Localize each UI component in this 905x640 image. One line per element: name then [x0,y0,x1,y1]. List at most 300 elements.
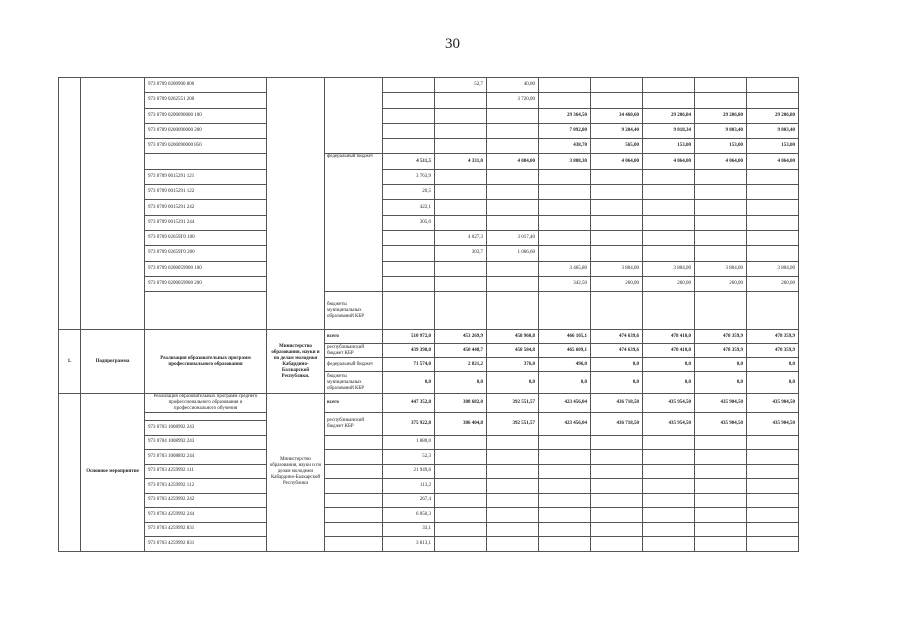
value-cell [695,215,747,230]
table-row [59,394,799,413]
value-cell [591,215,643,230]
value-cell: 113,2 [383,479,435,494]
code-cell: 973 0703 4259992 111 [145,464,267,479]
value-cell: 260,00 [591,276,643,291]
value-cell [383,230,435,245]
value-cell [695,200,747,215]
value-cell [383,93,435,108]
value-cell [435,123,487,138]
value-cell [435,169,487,184]
value-cell [539,246,591,261]
value-cell [487,261,539,276]
value-cell [539,78,591,93]
code-cell: 973 0709 0200090000 850 [145,139,267,154]
value-cell [435,215,487,230]
value-cell [487,493,539,508]
value-cell [747,435,799,450]
value-cell: 9 204,40 [591,123,643,138]
value-cell: 0,0 [435,372,487,394]
value-cell [591,292,643,330]
value-cell [435,261,487,276]
value-cell [435,139,487,154]
source-cell: всего [325,330,383,344]
value-cell: 392 551,57 [487,413,539,436]
value-cell [747,464,799,479]
value-cell [747,479,799,494]
value-cell [643,479,695,494]
value-cell [591,479,643,494]
table-row [59,292,799,330]
table-row [59,246,799,261]
table-row [59,537,799,552]
value-cell: 436 718,50 [591,394,643,413]
value-cell [643,292,695,330]
value-cell: 435 904,50 [695,394,747,413]
value-cell [643,78,695,93]
value-cell [487,537,539,552]
table-body [59,78,799,552]
value-cell [539,200,591,215]
page-number: 30 [445,36,460,52]
code-cell: 973 0709 0015291 244 [145,215,267,230]
value-cell [487,464,539,479]
value-cell: 447 352,8 [383,394,435,413]
value-cell: 0,0 [695,358,747,372]
table-row [59,154,799,169]
value-cell: 439 398,0 [383,344,435,358]
value-cell: 3 017,40 [487,230,539,245]
value-cell [643,185,695,200]
source-cell: бюджеты муниципальных образований КБР [325,292,383,330]
value-cell [695,522,747,537]
budget-table [58,77,799,552]
value-cell [591,246,643,261]
value-cell [539,169,591,184]
value-cell [643,246,695,261]
value-cell [643,493,695,508]
value-cell [383,261,435,276]
value-cell: 9 018,34 [643,123,695,138]
table-row [59,413,799,421]
value-cell: 435 904,50 [747,394,799,413]
source-cell [325,522,383,537]
source-cell [325,479,383,494]
value-cell: 34 460,60 [591,108,643,123]
value-cell: 9 803,40 [695,123,747,138]
sub-executor: Министерство образования, науки и по делам молодежи Кабардино-Балкарской Республики. [267,330,325,394]
source-cell: республиканский бюджет КБР [325,344,383,358]
value-cell [643,230,695,245]
value-cell [591,464,643,479]
value-cell [435,464,487,479]
value-cell [487,123,539,138]
value-cell [695,93,747,108]
value-cell [435,450,487,465]
table-row [59,464,799,479]
value-cell: 465 609,1 [539,344,591,358]
value-cell: 3 804,00 [591,261,643,276]
table-row [59,185,799,200]
value-cell: 33,1 [383,522,435,537]
value-cell: 0,0 [643,372,695,394]
value-cell [487,169,539,184]
value-cell: 0,0 [643,358,695,372]
value-cell: 1 880,0 [383,435,435,450]
value-cell [643,93,695,108]
value-cell: 0,0 [487,372,539,394]
value-cell [695,169,747,184]
value-cell [539,230,591,245]
source-cell: республиканский бюджет КБР [325,413,383,436]
value-cell: 510 972,0 [383,330,435,344]
value-cell [539,537,591,552]
value-cell [747,185,799,200]
source-cell [325,508,383,523]
value-cell [747,169,799,184]
value-cell: 450 448,7 [435,344,487,358]
code-cell: 973 0709 0200090000 200 [145,123,267,138]
value-cell [435,292,487,330]
value-cell: 453 269,9 [435,330,487,344]
value-cell: 4 331,0 [435,154,487,169]
value-cell [591,200,643,215]
code-cell: 973 0709 02659Г0 100 [145,230,267,245]
value-cell: 40,00 [487,78,539,93]
value-cell: 9 803,40 [747,123,799,138]
code-cell: 973 0709 02659Г0 200 [145,246,267,261]
value-cell [643,200,695,215]
value-cell [747,292,799,330]
value-cell [435,537,487,552]
value-cell: 4 084,00 [487,154,539,169]
value-cell: 153,00 [643,139,695,154]
value-cell [591,435,643,450]
type-cell [81,78,145,330]
value-cell: 435 954,50 [643,394,695,413]
code-cell: 973 0709 0015291 242 [145,200,267,215]
value-cell [435,479,487,494]
value-cell [695,292,747,330]
code-cell: 973 0703 4259992 831 [145,522,267,537]
value-cell: 29 206,80 [695,108,747,123]
table-row [59,215,799,230]
value-cell [383,246,435,261]
value-cell [643,450,695,465]
value-cell [695,185,747,200]
value-cell [695,230,747,245]
value-cell: 0,0 [747,372,799,394]
value-cell: 0,0 [383,372,435,394]
table-row [59,123,799,138]
value-cell: 3 804,00 [747,261,799,276]
table-row [59,139,799,154]
value-cell [591,522,643,537]
value-cell [487,215,539,230]
value-cell [695,450,747,465]
value-cell [435,185,487,200]
value-cell [487,139,539,154]
value-cell [435,108,487,123]
value-cell [643,169,695,184]
value-cell: 4 027,3 [435,230,487,245]
value-cell [695,537,747,552]
value-cell: 29 206,84 [643,108,695,123]
value-cell: 388 682,0 [435,394,487,413]
value-cell [383,276,435,291]
value-cell: 392 551,57 [487,394,539,413]
table-row [59,230,799,245]
table-row [59,93,799,108]
value-cell: 6 050,3 [383,508,435,523]
value-cell [383,123,435,138]
code-cell [145,154,267,169]
value-cell [539,292,591,330]
value-cell [747,508,799,523]
value-cell [487,200,539,215]
table-row [59,522,799,537]
value-cell: 436 718,50 [591,413,643,436]
value-cell: 3 465,80 [539,261,591,276]
value-cell [539,493,591,508]
value-cell [487,435,539,450]
main-type: Основное мероприятие [81,394,145,552]
value-cell [383,108,435,123]
value-cell [695,493,747,508]
value-cell: 565,00 [591,139,643,154]
value-cell: 153,00 [747,139,799,154]
sub-type: Подпрограмма [81,330,145,394]
value-cell [747,200,799,215]
value-cell [435,508,487,523]
value-cell [695,479,747,494]
value-cell: 260,00 [747,276,799,291]
code-cell: 973 0709 0015291 122 [145,185,267,200]
value-cell: 478 359,9 [747,330,799,344]
value-cell [539,185,591,200]
executor-cell [267,78,325,330]
sub-num: 1. [59,330,81,394]
value-cell: 29 206,80 [747,108,799,123]
value-cell: 0,0 [747,358,799,372]
value-cell: 4 511,5 [383,154,435,169]
value-cell: 438,70 [539,139,591,154]
value-cell [487,276,539,291]
num-cell [59,78,81,330]
value-cell [435,93,487,108]
source-cell [325,78,383,154]
value-cell [591,537,643,552]
value-cell: 0,0 [591,372,643,394]
source-cell [325,537,383,552]
table-row [59,261,799,276]
value-cell [539,508,591,523]
table-row [59,78,799,93]
value-cell [747,246,799,261]
value-cell: 423 456,04 [539,413,591,436]
value-cell: 267,4 [383,493,435,508]
value-cell [539,435,591,450]
value-cell [435,522,487,537]
value-cell [487,479,539,494]
value-cell: 260,00 [695,276,747,291]
table-row [59,435,799,450]
value-cell [591,78,643,93]
code-cell: 973 0703 1008992 243 [145,421,267,436]
code-cell [145,413,267,421]
value-cell [539,93,591,108]
value-cell: 29 364,50 [539,108,591,123]
value-cell [591,450,643,465]
sub-name: Реализация образовательных программ профессионального образования [145,330,267,394]
main-num [59,394,81,552]
value-cell [383,78,435,93]
value-cell [487,108,539,123]
source-cell [325,493,383,508]
value-cell: 466 105,1 [539,330,591,344]
source-cell [325,435,383,450]
value-cell: 423 456,04 [539,394,591,413]
value-cell: 260,00 [643,276,695,291]
value-cell: 0,0 [539,372,591,394]
value-cell: 3 808,30 [539,154,591,169]
value-cell [487,185,539,200]
value-cell [487,508,539,523]
value-cell [643,537,695,552]
value-cell [643,435,695,450]
value-cell: 4 064,00 [591,154,643,169]
value-cell [487,292,539,330]
value-cell [747,93,799,108]
value-cell [643,215,695,230]
value-cell [591,169,643,184]
code-cell: 973 0703 1008892 244 [145,450,267,465]
code-cell: 973 0703 4259992 244 [145,508,267,523]
value-cell: 386 404,8 [435,413,487,436]
value-cell [591,93,643,108]
code-cell: 973 0703 4259992 831 [145,537,267,552]
value-cell: 478 359,9 [695,330,747,344]
value-cell [747,230,799,245]
code-cell: 973 0709 0200059900 100 [145,261,267,276]
value-cell [695,464,747,479]
code-cell: 973 0704 1008992 243 [145,435,267,450]
value-cell [539,450,591,465]
source-cell [325,464,383,479]
value-cell [383,139,435,154]
value-cell: 4 064,00 [695,154,747,169]
value-cell [747,215,799,230]
code-cell: 973 0709 0200090000 100 [145,108,267,123]
value-cell: 21 949,6 [383,464,435,479]
value-cell: 0,0 [591,358,643,372]
value-cell [643,508,695,523]
value-cell [747,78,799,93]
table-row [59,200,799,215]
table-row [59,450,799,465]
value-cell [435,435,487,450]
value-cell: 3 720,00 [487,93,539,108]
value-cell [435,200,487,215]
table-row [59,330,799,344]
value-cell [747,493,799,508]
code-cell: 973 0703 4259992 242 [145,493,267,508]
value-cell: 71 574,0 [383,358,435,372]
value-cell: 7 092,80 [539,123,591,138]
value-cell: 4 064,00 [747,154,799,169]
main-executor: Министерство образования, науки и по делам молодежи Кабардино-Балкарской Республики [267,394,325,552]
value-cell: 2 821,2 [435,358,487,372]
value-cell: 474 639,6 [591,330,643,344]
value-cell [591,230,643,245]
value-cell [747,537,799,552]
value-cell [695,435,747,450]
value-cell [539,215,591,230]
value-cell: 3 813,1 [383,537,435,552]
budget-table-container [58,77,796,552]
value-cell: 3 763,9 [383,169,435,184]
value-cell [435,493,487,508]
value-cell: 4 064,00 [643,154,695,169]
value-cell: 3 804,00 [695,261,747,276]
table-row [59,169,799,184]
code-cell: 973 0709 0200059900 200 [145,276,267,291]
value-cell [487,450,539,465]
value-cell [695,508,747,523]
value-cell: 458 584,8 [487,344,539,358]
value-cell: 1 066,60 [487,246,539,261]
value-cell: 435 904,50 [695,413,747,436]
table-row [59,479,799,494]
value-cell [539,464,591,479]
value-cell: 376,0 [487,358,539,372]
value-cell [643,522,695,537]
value-cell [487,522,539,537]
value-cell: 303,7 [435,246,487,261]
value-cell: 496,0 [539,358,591,372]
value-cell: 0,0 [695,372,747,394]
value-cell [591,493,643,508]
main-name: Реализация образовательных программ среднего профессионального образования и профессионального обучения [145,394,267,413]
value-cell: 474 639,6 [591,344,643,358]
value-cell: 153,00 [695,139,747,154]
value-cell: 435 954,50 [643,413,695,436]
source-cell: федеральный бюджет [325,358,383,372]
value-cell [695,246,747,261]
table-row [59,493,799,508]
table-row [59,508,799,523]
code-cell: 973 0709 0200900 800 [145,78,267,93]
value-cell: 478 359,9 [695,344,747,358]
value-cell: 435 904,50 [747,413,799,436]
value-cell: 422,1 [383,200,435,215]
code-cell: 973 0703 4259992 112 [145,479,267,494]
value-cell [539,522,591,537]
value-cell: 478 410,0 [643,344,695,358]
value-cell [591,185,643,200]
source-cell: бюджеты муниципальных образований КБР [325,372,383,394]
value-cell [435,276,487,291]
value-cell [383,292,435,330]
code-cell: 973 0709 0015291 121 [145,169,267,184]
code-cell: 973 0709 0262551 200 [145,93,267,108]
value-cell [747,450,799,465]
value-cell [643,464,695,479]
table-row [59,276,799,291]
value-cell: 20,5 [383,185,435,200]
value-cell: 375 922,8 [383,413,435,436]
value-cell: 478 410,0 [643,330,695,344]
value-cell [695,78,747,93]
